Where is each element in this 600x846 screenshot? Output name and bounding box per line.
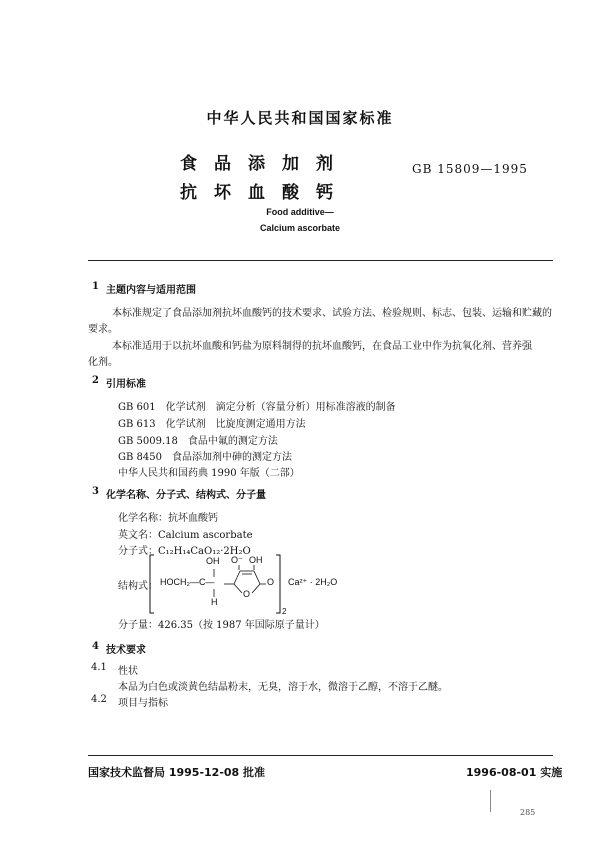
molecular-formula: 分子式：C₁₂H₁₄CaO₁₂·2H₂O	[118, 546, 251, 557]
section-1-number: 1	[92, 281, 99, 292]
english-title-line1: Food additive—	[266, 207, 334, 217]
structure-label: 结构式：	[118, 581, 158, 592]
standard-number: GB 15809—1995	[412, 162, 528, 176]
structure-o-minus: O⁻	[231, 555, 243, 565]
english-name: 英文名：Calcium ascorbate	[118, 530, 253, 541]
page-number: 285	[520, 808, 536, 817]
reference-item: 中华人民共和国药典 1990 年版（二部）	[118, 468, 300, 479]
structure-counter-ion: Ca²⁺ · 2H₂O	[288, 577, 338, 587]
section-2-number: 2	[92, 375, 99, 386]
reference-item: GB 5009.18 食品中氟的测定方法	[118, 436, 278, 447]
structure-o-ring: O	[243, 589, 251, 599]
structure-h-bottom: H	[211, 597, 218, 607]
structure-oh-right: OH	[249, 555, 263, 565]
structural-formula	[148, 553, 348, 619]
standard-title-line2: 抗坏血酸钙	[180, 183, 350, 203]
structure-hoch2: HOCH₂—C—	[160, 577, 215, 587]
section-2-heading: 引用标准	[106, 379, 146, 390]
reference-item: GB 613 化学试剂 比旋度测定通用方法	[118, 419, 306, 430]
section-1-paragraph-2-line-2: 化剂。	[88, 357, 118, 368]
standard-title-line1: 食品添加剂	[180, 154, 350, 174]
structure-subscript: 2	[282, 607, 287, 616]
subsection-4-2-number: 4.2	[91, 694, 107, 705]
structure-o-carbonyl: O	[267, 577, 275, 587]
chemical-name: 化学名称：抗坏血酸钙	[118, 513, 218, 524]
section-1-heading: 主题内容与适用范围	[106, 285, 196, 296]
english-title-line2: Calcium ascorbate	[259, 223, 341, 233]
header-divider	[88, 260, 553, 261]
section-4-heading: 技术要求	[106, 645, 146, 656]
approval-line: 国家技术监督局 1995-12-08 批准	[88, 766, 266, 779]
scan-mark	[490, 790, 491, 812]
section-3-number: 3	[92, 486, 99, 497]
footer-divider	[88, 755, 553, 756]
reference-item: GB 601 化学试剂 滴定分析（容量分析）用标准溶液的制备	[118, 402, 396, 413]
section-1-paragraph-1-line-1: 本标准规定了食品添加剂抗坏血酸钙的技术要求、试验方法、检验规则、标志、包装、运输和贮藏的	[112, 308, 552, 319]
section-3-heading: 化学名称、分子式、结构式、分子量	[106, 490, 266, 501]
molecular-weight: 分子量：426.35（按 1987 年国际原子量计）	[118, 620, 325, 631]
subsection-4-2-title: 项目与指标	[118, 698, 168, 709]
subsection-4-1-title: 性状	[118, 666, 138, 677]
subsection-4-1-text: 本品为白色或淡黄色结晶粉末，无臭，溶于水，微溶于乙醇，不溶于乙醚。	[118, 682, 448, 693]
section-1-paragraph-1-line-2: 要求。	[88, 324, 118, 335]
implementation-date: 1996-08-01 实施	[466, 766, 563, 779]
reference-item: GB 8450 食品添加剂中砷的测定方法	[118, 452, 292, 463]
subsection-4-1-number: 4.1	[91, 662, 107, 673]
section-1-paragraph-2-line-1: 本标准适用于以抗坏血酸和钙盐为原料制得的抗坏血酸钙，在食品工业中作为抗氧化剂、营养强	[112, 341, 532, 352]
section-4-number: 4	[92, 641, 99, 652]
structure-oh-top: OH	[206, 556, 220, 566]
document-header-title: 中华人民共和国国家标准	[206, 109, 394, 127]
